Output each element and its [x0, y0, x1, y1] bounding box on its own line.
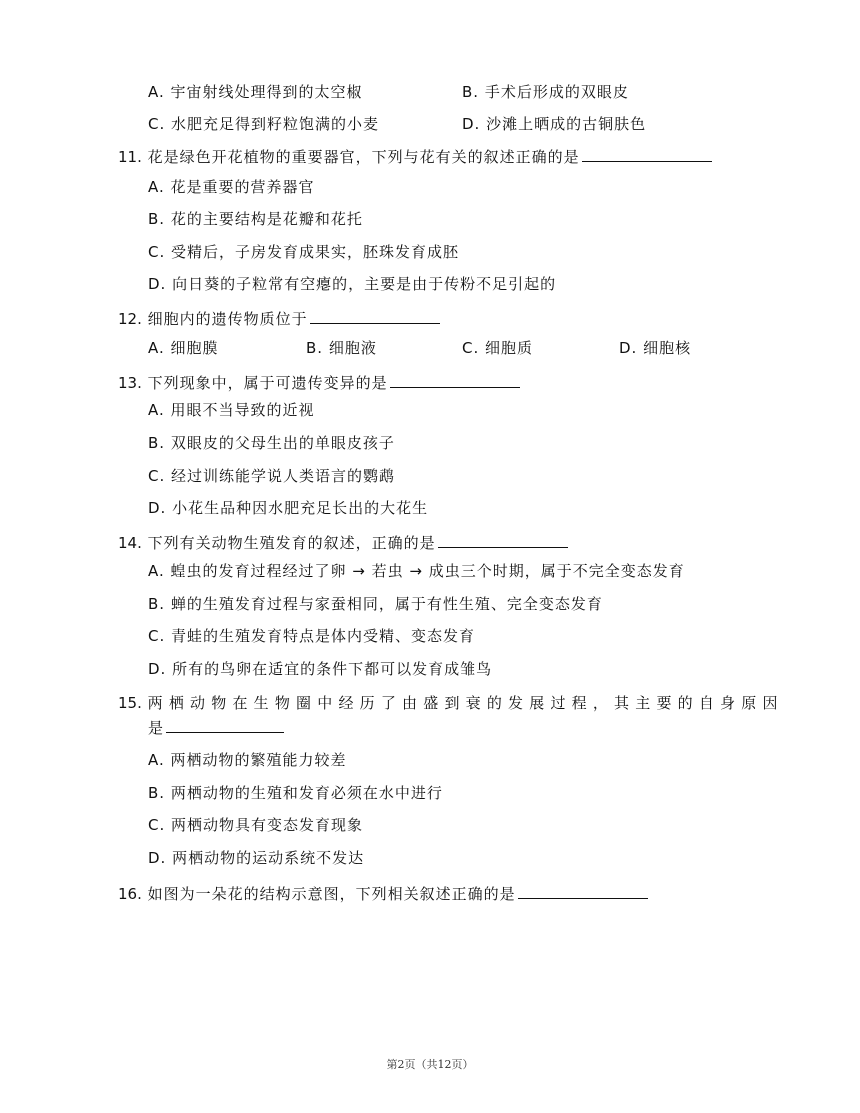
question-number: 11. [118, 148, 142, 166]
q11-option-c: C. 受精后，子房发育成果实，胚珠发育成胚 [148, 243, 460, 261]
prev-option-a: A. 宇宙射线处理得到的太空椒 [148, 83, 363, 101]
q12-option-c: C. 细胞质 [462, 339, 534, 357]
question-number: 16. [118, 885, 142, 903]
answer-blank [582, 147, 712, 162]
answer-blank [518, 884, 648, 899]
prev-option-b: B. 手术后形成的双眼皮 [462, 83, 629, 101]
q12-option-a: A. 细胞膜 [148, 339, 219, 357]
q15-option-c: C. 两栖动物具有变态发育现象 [148, 816, 364, 834]
q12-option-d: D. 细胞核 [619, 339, 692, 357]
question-15 [118, 693, 784, 713]
question-14 [118, 533, 568, 553]
question-stem: 下列现象中，属于可遗传变异的是 [147, 374, 388, 392]
q13-option-c: C. 经过训练能学说人类语言的鹦鹉 [148, 467, 396, 485]
q11-option-a: A. 花是重要的营养器官 [148, 178, 315, 196]
q14-option-c: C. 青蛙的生殖发育特点是体内受精、变态发育 [148, 627, 476, 645]
question-12 [118, 309, 440, 329]
question-number: 14. [118, 534, 142, 552]
page-footer: 第2页（共12页） [386, 1058, 474, 1071]
q13-option-a: A. 用眼不当导致的近视 [148, 401, 315, 419]
question-stem-line1: 两栖动物在生物圈中经历了由盛到衰的发展过程，其主要的自身原因 [147, 694, 784, 712]
q15-option-a: A. 两栖动物的繁殖能力较差 [148, 751, 347, 769]
question-stem: 下列有关动物生殖发育的叙述，正确的是 [147, 534, 436, 552]
answer-blank [310, 309, 440, 324]
question-stem: 如图为一朵花的结构示意图，下列相关叙述正确的是 [147, 885, 516, 903]
q14-option-b: B. 蝉的生殖发育过程与家蚕相同，属于有性生殖、完全变态发育 [148, 595, 603, 613]
q14-option-a: A. 蝗虫的发育过程经过了卵 → 若虫 → 成虫三个时期，属于不完全变态发育 [148, 562, 685, 580]
question-stem: 细胞内的遗传物质位于 [147, 310, 308, 328]
q11-option-b: B. 花的主要结构是花瓣和花托 [148, 210, 363, 228]
q13-option-b: B. 双眼皮的父母生出的单眼皮孩子 [148, 434, 395, 452]
q15-option-d: D. 两栖动物的运动系统不发达 [148, 849, 365, 867]
answer-blank [166, 718, 284, 733]
answer-blank [390, 373, 520, 388]
question-number: 13. [118, 374, 142, 392]
q12-option-b: B. 细胞液 [306, 339, 377, 357]
question-number: 15. [118, 694, 142, 712]
q13-option-d: D. 小花生品种因水肥充足长出的大花生 [148, 499, 429, 517]
question-16 [118, 884, 648, 904]
question-stem-line2: 是 [148, 719, 165, 737]
prev-option-c: C. 水肥充足得到籽粒饱满的小麦 [148, 115, 380, 133]
question-15-line2 [148, 718, 284, 738]
q11-option-d: D. 向日葵的子粒常有空瘪的，主要是由于传粉不足引起的 [148, 275, 557, 293]
question-number: 12. [118, 310, 142, 328]
question-11 [118, 147, 712, 167]
question-stem: 花是绿色开花植物的重要器官，下列与花有关的叙述正确的是 [147, 148, 580, 166]
q14-option-d: D. 所有的鸟卵在适宜的条件下都可以发育成雏鸟 [148, 660, 493, 678]
question-13 [118, 373, 520, 393]
prev-option-d: D. 沙滩上晒成的古铜肤色 [462, 115, 647, 133]
q15-option-b: B. 两栖动物的生殖和发育必须在水中进行 [148, 784, 443, 802]
answer-blank [438, 533, 568, 548]
